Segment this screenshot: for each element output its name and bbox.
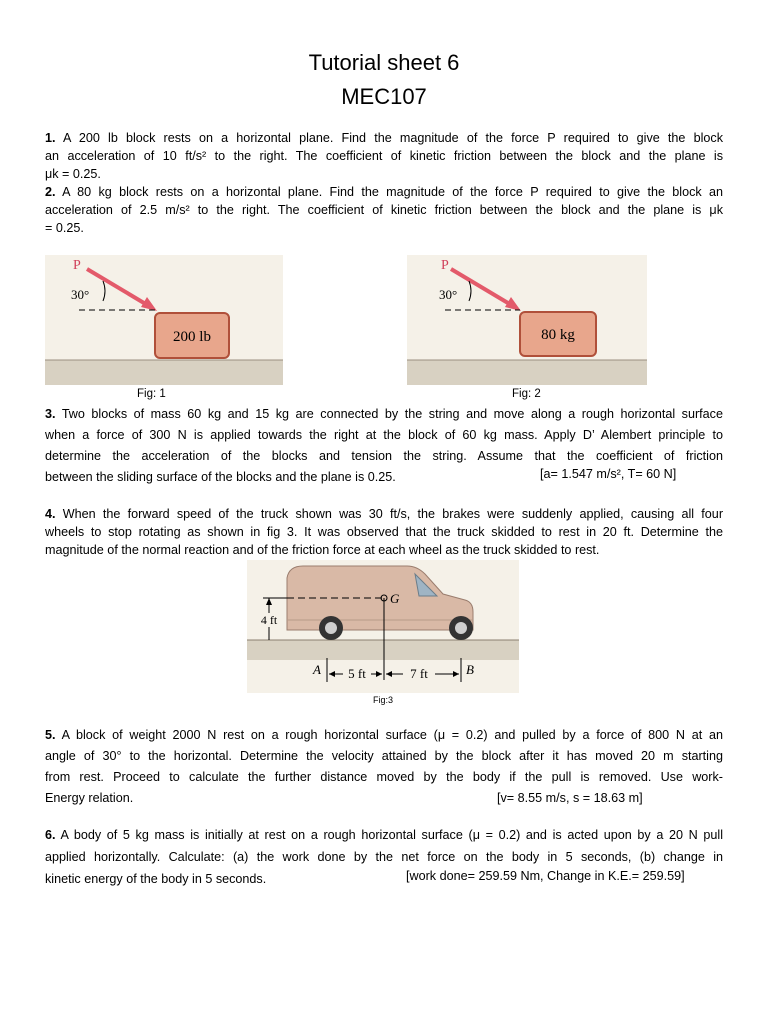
question-2 <box>45 183 723 237</box>
page-title: Tutorial sheet 6 <box>308 50 460 75</box>
block-label: 80 kg <box>541 327 575 343</box>
point-b-label: B <box>466 662 474 677</box>
question-text: acceleration of 2.5 m/s² to the right. The coefficient of kinetic friction between the block and the plane is μk <box>45 203 723 217</box>
figure-2 <box>407 255 647 385</box>
question-text: μk = 0.25. <box>45 167 101 181</box>
question-text: A 80 kg block rests on a horizontal plane. Find the magnitude of the force P required to give the block an <box>62 185 723 199</box>
question-text: Two blocks of mass 60 kg and 15 kg are connected by the string and move along a rough horizontal surface <box>61 407 723 421</box>
question-text: an acceleration of 10 ft/s² to the right. The coefficient of kinetic friction between the block and the plane is <box>45 149 723 163</box>
question-text: A 200 lb block rests on a horizontal plane. Find the magnitude of the force P required to give the block <box>62 131 723 145</box>
question-text: when a force of 300 N is applied towards the right at the block of 60 kg mass. Apply D’ Alembert principle to <box>45 428 723 442</box>
question-text: Energy relation. <box>45 791 134 805</box>
question-number: 3. <box>45 407 56 421</box>
figure-1-caption: Fig: 1 <box>137 388 166 400</box>
question-text: kinetic energy of the body in 5 seconds. <box>45 872 267 886</box>
question-number: 1. <box>45 131 56 145</box>
question-text: angle of 30° to the horizontal. Determine the velocity attained by the block after it has moved 20 m starting <box>45 749 723 763</box>
question-4 <box>45 505 723 559</box>
angle-label: 30° <box>439 287 458 302</box>
question-text: A body of 5 kg mass is initially at rest on a rough horizontal surface (μ = 0.2) and is acted upon by a 20 N pull <box>60 828 723 842</box>
angle-label: 30° <box>71 287 90 302</box>
question-1 <box>45 129 723 183</box>
force-label: P <box>441 258 449 273</box>
question-text: applied horizontally. Calculate: (a) the work done by the net force on the body in 5 seconds, (b) change in <box>45 850 723 864</box>
cg-label: G <box>390 591 400 606</box>
force-label: P <box>73 258 81 273</box>
figure-3 <box>247 560 519 693</box>
ground <box>247 640 519 660</box>
point-a-label: A <box>313 662 321 677</box>
figure-1 <box>45 255 283 385</box>
question-text: between the sliding surface of the blocks and the plane is 0.25. <box>45 470 396 484</box>
question-text: magnitude of the normal reaction and of the friction force at each wheel as the truck skidded to rest. <box>45 543 600 557</box>
block-label: 200 lb <box>173 329 211 345</box>
question-number: 2. <box>45 185 56 199</box>
dimension-label-5ft: 5 ft <box>348 666 366 681</box>
question-text: wheels to stop rotating as shown in fig 3. It was observed that the truck skidded to rest in 20 ft. Determine the <box>45 525 723 539</box>
ground <box>407 360 647 385</box>
figure-2-caption: Fig: 2 <box>512 388 541 400</box>
front-wheel-hub <box>455 622 467 634</box>
ground <box>45 360 283 385</box>
question-5-answer: [v= 8.55 m/s, s = 18.63 m] <box>497 791 643 805</box>
height-label: 4 ft <box>260 613 278 627</box>
figure-3-caption: Fig:3 <box>373 695 394 705</box>
question-text: = 0.25. <box>45 221 84 235</box>
question-text: determine the acceleration of the blocks and tension the string. Assume that the coefficient of friction <box>45 449 723 463</box>
rear-wheel-hub <box>325 622 337 634</box>
question-text: When the forward speed of the truck shown was 30 ft/s, the brakes were suddenly applied, causing all four <box>62 507 724 521</box>
course-code: MEC107 <box>341 84 427 109</box>
question-number: 4. <box>45 507 56 521</box>
question-number: 5. <box>45 728 56 742</box>
question-text: from rest. Proceed to calculate the further distance moved by the body if the pull is removed. Use work- <box>45 770 723 784</box>
question-6-answer: [work done= 259.59 Nm, Change in K.E.= 259.59] <box>406 869 685 883</box>
question-3-answer: [a= 1.547 m/s², T= 60 N] <box>540 467 677 481</box>
dimension-label-7ft: 7 ft <box>410 666 428 681</box>
question-text: A block of weight 2000 N rest on a rough horizontal surface (μ = 0.2) and pulled by a force of 800 N at an <box>61 728 723 742</box>
question-number: 6. <box>45 828 56 842</box>
